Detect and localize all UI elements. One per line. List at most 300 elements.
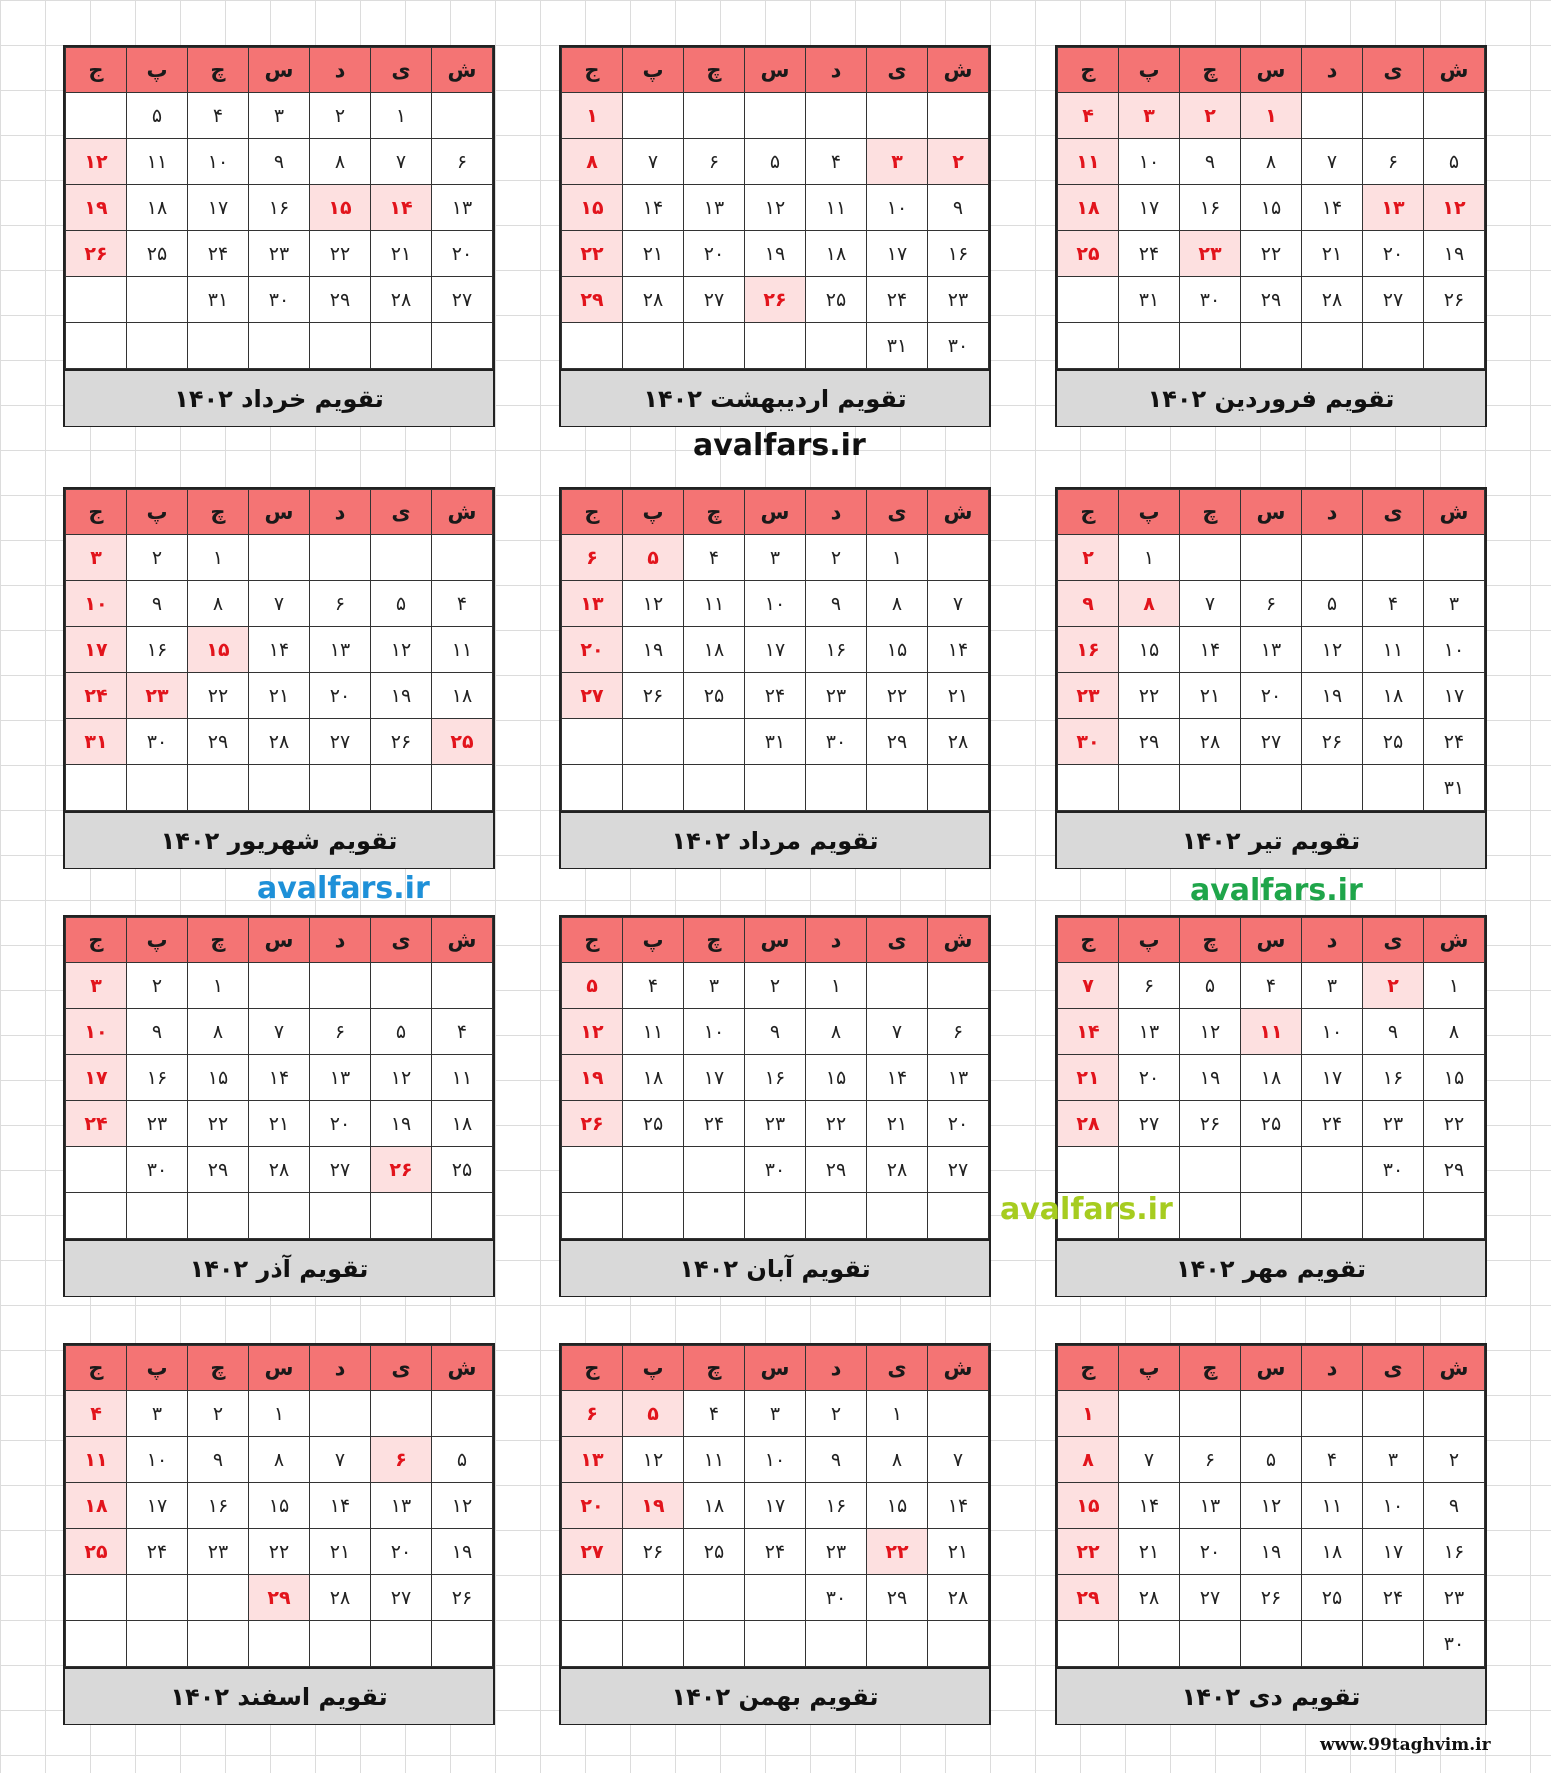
- day-cell: ۶: [371, 1437, 432, 1483]
- month-title: تقویم فروردین ۱۴۰۲: [1057, 369, 1485, 426]
- day-cell: [1180, 1147, 1241, 1193]
- day-cell: ۱۲: [1424, 185, 1485, 231]
- week-row: [66, 1437, 493, 1483]
- weekday-label: چ: [684, 48, 745, 93]
- day-cell: ۳: [1424, 581, 1485, 627]
- day-cell: ۲۵: [806, 277, 867, 323]
- day-cell: ۱۷: [1424, 673, 1485, 719]
- weekday-label: ج: [66, 1346, 127, 1391]
- week-row: [562, 963, 989, 1009]
- day-cell: ۱۲: [745, 185, 806, 231]
- day-cell: ۳: [745, 1391, 806, 1437]
- day-cell: ۲۶: [1180, 1101, 1241, 1147]
- day-cell: ۲۷: [1363, 277, 1424, 323]
- day-cell: ۴: [66, 1391, 127, 1437]
- day-cell: ۱۸: [66, 1483, 127, 1529]
- day-cell: [1241, 535, 1302, 581]
- weekday-label: د: [310, 918, 371, 963]
- month-title: تقویم دی ۱۴۰۲: [1057, 1667, 1485, 1724]
- weekday-label: پ: [1119, 48, 1180, 93]
- weekday-label: س: [1241, 918, 1302, 963]
- day-cell: [1302, 1193, 1363, 1239]
- weekday-label: پ: [127, 1346, 188, 1391]
- day-cell: ۲۰: [684, 231, 745, 277]
- weekday-label: چ: [1180, 490, 1241, 535]
- day-cell: ۲۰: [1180, 1529, 1241, 1575]
- day-cell: [188, 765, 249, 811]
- day-cell: ۱۴: [249, 1055, 310, 1101]
- weekday-label: ی: [867, 1346, 928, 1391]
- day-cell: ۲۸: [867, 1147, 928, 1193]
- week-row: [562, 1575, 989, 1621]
- day-cell: ۲۳: [1363, 1101, 1424, 1147]
- weekday-header-row: [562, 490, 989, 535]
- day-cell: [1363, 323, 1424, 369]
- day-cell: ۱۶: [1424, 1529, 1485, 1575]
- day-cell: ۱۸: [1241, 1055, 1302, 1101]
- day-cell: ۴: [806, 139, 867, 185]
- day-cell: ۱۷: [66, 1055, 127, 1101]
- day-cell: ۱۶: [249, 185, 310, 231]
- day-cell: ۱: [1424, 963, 1485, 1009]
- day-cell: [432, 1193, 493, 1239]
- day-cell: ۵: [623, 1391, 684, 1437]
- day-cell: ۲۰: [432, 231, 493, 277]
- day-cell: ۷: [1119, 1437, 1180, 1483]
- day-cell: ۱۵: [562, 185, 623, 231]
- day-cell: [66, 93, 127, 139]
- day-cell: ۱۰: [1119, 139, 1180, 185]
- day-cell: [127, 277, 188, 323]
- day-cell: [684, 323, 745, 369]
- day-cell: ۱۸: [432, 1101, 493, 1147]
- day-cell: ۲۱: [310, 1529, 371, 1575]
- weekday-label: د: [310, 48, 371, 93]
- weekday-label: چ: [188, 1346, 249, 1391]
- day-cell: [1119, 1147, 1180, 1193]
- week-row: [1058, 535, 1485, 581]
- week-row: [562, 1055, 989, 1101]
- day-cell: ۲۶: [66, 231, 127, 277]
- day-cell: [623, 765, 684, 811]
- weekday-label: ش: [432, 1346, 493, 1391]
- month-table: [561, 1345, 989, 1667]
- day-cell: [1180, 765, 1241, 811]
- day-cell: [806, 93, 867, 139]
- day-cell: ۱۳: [371, 1483, 432, 1529]
- day-cell: [127, 1621, 188, 1667]
- weekday-label: د: [1302, 918, 1363, 963]
- day-cell: ۲۴: [66, 673, 127, 719]
- site-url: www.99taghvim.ir: [1320, 1735, 1491, 1755]
- week-row: [562, 1101, 989, 1147]
- day-cell: [623, 93, 684, 139]
- day-cell: [371, 535, 432, 581]
- day-cell: ۲۶: [432, 1575, 493, 1621]
- day-cell: ۲۸: [1180, 719, 1241, 765]
- day-cell: ۱۶: [806, 1483, 867, 1529]
- month-table: [65, 489, 493, 811]
- day-cell: ۱۸: [1302, 1529, 1363, 1575]
- week-row: [1058, 1055, 1485, 1101]
- day-cell: [1241, 1391, 1302, 1437]
- month-calendar: [559, 915, 991, 1297]
- day-cell: [127, 1193, 188, 1239]
- day-cell: ۳۱: [188, 277, 249, 323]
- weekday-label: د: [806, 490, 867, 535]
- day-cell: ۱۰: [1424, 627, 1485, 673]
- day-cell: ۶: [1180, 1437, 1241, 1483]
- day-cell: ۶: [1119, 963, 1180, 1009]
- weekday-label: پ: [623, 490, 684, 535]
- day-cell: ۲۸: [249, 1147, 310, 1193]
- day-cell: ۱۵: [867, 1483, 928, 1529]
- day-cell: [1424, 323, 1485, 369]
- day-cell: ۱۴: [623, 185, 684, 231]
- week-row: [562, 1437, 989, 1483]
- day-cell: ۸: [1424, 1009, 1485, 1055]
- day-cell: ۲۱: [1119, 1529, 1180, 1575]
- watermark-right: avalfars.ir: [1190, 873, 1363, 908]
- weekday-label: ج: [1058, 490, 1119, 535]
- day-cell: [66, 1575, 127, 1621]
- day-cell: ۲۶: [1424, 277, 1485, 323]
- day-cell: [1119, 1391, 1180, 1437]
- day-cell: ۱۷: [867, 231, 928, 277]
- day-cell: ۱۱: [66, 1437, 127, 1483]
- day-cell: [1241, 323, 1302, 369]
- day-cell: ۵: [745, 139, 806, 185]
- month-calendar: [559, 1343, 991, 1725]
- day-cell: ۲۴: [745, 673, 806, 719]
- day-cell: ۲۹: [188, 719, 249, 765]
- day-cell: [806, 1193, 867, 1239]
- weekday-label: د: [806, 918, 867, 963]
- weekday-label: پ: [1119, 1346, 1180, 1391]
- day-cell: ۲۹: [1119, 719, 1180, 765]
- day-cell: [1424, 93, 1485, 139]
- day-cell: ۵: [1302, 581, 1363, 627]
- day-cell: ۱۷: [745, 1483, 806, 1529]
- week-row: [1058, 1437, 1485, 1483]
- week-row: [66, 1009, 493, 1055]
- weekday-label: س: [745, 490, 806, 535]
- day-cell: ۳: [1119, 93, 1180, 139]
- day-cell: ۲۵: [684, 673, 745, 719]
- week-row: [66, 139, 493, 185]
- week-row: [562, 231, 989, 277]
- day-cell: ۳۰: [745, 1147, 806, 1193]
- week-row: [1058, 185, 1485, 231]
- day-cell: ۳: [127, 1391, 188, 1437]
- day-cell: [684, 719, 745, 765]
- day-cell: ۶: [1363, 139, 1424, 185]
- day-cell: ۲۷: [371, 1575, 432, 1621]
- day-cell: ۱۶: [1058, 627, 1119, 673]
- day-cell: ۱۱: [1302, 1483, 1363, 1529]
- week-row: [66, 1147, 493, 1193]
- day-cell: ۲۲: [867, 1529, 928, 1575]
- day-cell: ۱۶: [188, 1483, 249, 1529]
- day-cell: ۲۶: [623, 673, 684, 719]
- day-cell: ۹: [1424, 1483, 1485, 1529]
- weekday-label: پ: [127, 490, 188, 535]
- weekday-label: ش: [432, 918, 493, 963]
- weekday-label: چ: [188, 918, 249, 963]
- day-cell: [1180, 323, 1241, 369]
- day-cell: [127, 323, 188, 369]
- day-cell: ۱۲: [1302, 627, 1363, 673]
- weekday-label: ی: [371, 918, 432, 963]
- day-cell: ۲۵: [432, 1147, 493, 1193]
- weekday-label: ی: [1363, 48, 1424, 93]
- day-cell: ۲۵: [623, 1101, 684, 1147]
- day-cell: ۱۳: [432, 185, 493, 231]
- day-cell: ۳۰: [1180, 277, 1241, 323]
- day-cell: [928, 1621, 989, 1667]
- day-cell: ۲: [928, 139, 989, 185]
- day-cell: ۱۶: [1363, 1055, 1424, 1101]
- day-cell: [1302, 1147, 1363, 1193]
- weekday-label: د: [1302, 48, 1363, 93]
- day-cell: [432, 1391, 493, 1437]
- day-cell: ۱۰: [745, 581, 806, 627]
- day-cell: ۱۳: [310, 627, 371, 673]
- day-cell: ۱۸: [432, 673, 493, 719]
- weekday-label: ی: [1363, 1346, 1424, 1391]
- day-cell: ۲۲: [1058, 1529, 1119, 1575]
- month-table: [65, 47, 493, 369]
- day-cell: ۲۷: [432, 277, 493, 323]
- day-cell: ۲۵: [1058, 231, 1119, 277]
- watermark-mid: avalfars.ir: [1000, 1192, 1173, 1227]
- day-cell: ۲۹: [806, 1147, 867, 1193]
- day-cell: ۹: [928, 185, 989, 231]
- day-cell: [66, 1621, 127, 1667]
- day-cell: ۲۹: [1424, 1147, 1485, 1193]
- month-title: تقویم مرداد ۱۴۰۲: [561, 811, 989, 868]
- day-cell: [249, 765, 310, 811]
- week-row: [1058, 673, 1485, 719]
- day-cell: ۲۶: [371, 1147, 432, 1193]
- day-cell: [928, 765, 989, 811]
- week-row: [66, 963, 493, 1009]
- day-cell: [1424, 1193, 1485, 1239]
- day-cell: ۱۶: [928, 231, 989, 277]
- day-cell: [1180, 1621, 1241, 1667]
- day-cell: ۲۳: [127, 673, 188, 719]
- day-cell: ۱۱: [684, 581, 745, 627]
- day-cell: ۳۱: [745, 719, 806, 765]
- day-cell: ۱۹: [371, 1101, 432, 1147]
- day-cell: [684, 1575, 745, 1621]
- day-cell: ۱۵: [188, 627, 249, 673]
- day-cell: ۱۷: [127, 1483, 188, 1529]
- day-cell: ۱۷: [1302, 1055, 1363, 1101]
- weekday-label: ج: [66, 490, 127, 535]
- day-cell: ۱۳: [1241, 627, 1302, 673]
- day-cell: ۲۴: [745, 1529, 806, 1575]
- week-row: [66, 581, 493, 627]
- weekday-label: پ: [127, 48, 188, 93]
- day-cell: [1058, 1147, 1119, 1193]
- week-row: [1058, 277, 1485, 323]
- day-cell: [1180, 535, 1241, 581]
- day-cell: ۷: [867, 1009, 928, 1055]
- day-cell: [249, 963, 310, 1009]
- day-cell: ۲۸: [310, 1575, 371, 1621]
- day-cell: [1302, 1391, 1363, 1437]
- weekday-label: ش: [928, 1346, 989, 1391]
- day-cell: [310, 1193, 371, 1239]
- day-cell: ۲۲: [310, 231, 371, 277]
- day-cell: ۵: [371, 1009, 432, 1055]
- day-cell: ۱۵: [310, 185, 371, 231]
- weekday-header-row: [562, 1346, 989, 1391]
- weekday-header-row: [66, 48, 493, 93]
- day-cell: ۴: [1363, 581, 1424, 627]
- day-cell: ۴: [188, 93, 249, 139]
- week-row: [1058, 323, 1485, 369]
- day-cell: ۲۱: [249, 1101, 310, 1147]
- day-cell: ۲: [310, 93, 371, 139]
- month-calendar: [1055, 487, 1487, 869]
- day-cell: ۲۰: [371, 1529, 432, 1575]
- month-table: [1057, 489, 1485, 811]
- week-row: [562, 1147, 989, 1193]
- day-cell: ۱۴: [928, 1483, 989, 1529]
- week-row: [66, 1101, 493, 1147]
- month-title: تقویم شهریور ۱۴۰۲: [65, 811, 493, 868]
- day-cell: [806, 323, 867, 369]
- day-cell: ۷: [249, 1009, 310, 1055]
- day-cell: ۹: [1363, 1009, 1424, 1055]
- day-cell: ۲۹: [310, 277, 371, 323]
- weekday-label: س: [745, 1346, 806, 1391]
- weekday-label: چ: [684, 1346, 745, 1391]
- day-cell: ۳: [1302, 963, 1363, 1009]
- day-cell: ۱۹: [562, 1055, 623, 1101]
- day-cell: ۲۹: [1058, 1575, 1119, 1621]
- day-cell: ۴: [1241, 963, 1302, 1009]
- weekday-header-row: [1058, 48, 1485, 93]
- day-cell: ۲۸: [928, 1575, 989, 1621]
- weekday-label: ش: [1424, 490, 1485, 535]
- week-row: [1058, 1147, 1485, 1193]
- month-calendar: [1055, 1343, 1487, 1725]
- weekday-label: د: [1302, 1346, 1363, 1391]
- day-cell: [310, 535, 371, 581]
- day-cell: [432, 765, 493, 811]
- weekday-label: س: [249, 490, 310, 535]
- weekday-label: ج: [66, 48, 127, 93]
- day-cell: ۱۴: [1180, 627, 1241, 673]
- day-cell: ۱۰: [745, 1437, 806, 1483]
- day-cell: ۱: [249, 1391, 310, 1437]
- day-cell: ۱۸: [623, 1055, 684, 1101]
- day-cell: ۱۱: [623, 1009, 684, 1055]
- day-cell: ۱۲: [623, 581, 684, 627]
- day-cell: ۲۲: [867, 673, 928, 719]
- week-row: [562, 1391, 989, 1437]
- weekday-header-row: [66, 1346, 493, 1391]
- day-cell: ۲۴: [188, 231, 249, 277]
- day-cell: ۱: [562, 93, 623, 139]
- weekday-label: د: [310, 490, 371, 535]
- month-table: [561, 489, 989, 811]
- week-row: [562, 719, 989, 765]
- week-row: [66, 1621, 493, 1667]
- week-row: [66, 1575, 493, 1621]
- day-cell: [1363, 1621, 1424, 1667]
- day-cell: ۱۲: [623, 1437, 684, 1483]
- week-row: [66, 1529, 493, 1575]
- day-cell: ۱۵: [806, 1055, 867, 1101]
- day-cell: ۲۲: [249, 1529, 310, 1575]
- month-table: [561, 917, 989, 1239]
- weekday-header-row: [66, 490, 493, 535]
- day-cell: ۱۴: [928, 627, 989, 673]
- day-cell: [1363, 1391, 1424, 1437]
- weekday-label: چ: [188, 48, 249, 93]
- day-cell: ۲۱: [623, 231, 684, 277]
- week-row: [1058, 1575, 1485, 1621]
- day-cell: ۱۱: [1363, 627, 1424, 673]
- week-row: [1058, 963, 1485, 1009]
- day-cell: [745, 1575, 806, 1621]
- day-cell: ۳۰: [1058, 719, 1119, 765]
- day-cell: ۴: [684, 535, 745, 581]
- weekday-label: پ: [1119, 490, 1180, 535]
- day-cell: ۲: [1424, 1437, 1485, 1483]
- month-title: تقویم آبان ۱۴۰۲: [561, 1239, 989, 1296]
- day-cell: ۱: [188, 535, 249, 581]
- day-cell: ۱۹: [371, 673, 432, 719]
- day-cell: ۱۱: [432, 627, 493, 673]
- weekday-header-row: [562, 918, 989, 963]
- day-cell: ۱۸: [684, 1483, 745, 1529]
- day-cell: ۱۸: [127, 185, 188, 231]
- day-cell: ۲۱: [1302, 231, 1363, 277]
- day-cell: ۳: [684, 963, 745, 1009]
- day-cell: ۲۱: [928, 1529, 989, 1575]
- day-cell: [1119, 765, 1180, 811]
- day-cell: ۱۵: [1058, 1483, 1119, 1529]
- day-cell: [928, 93, 989, 139]
- week-row: [562, 627, 989, 673]
- day-cell: ۴: [432, 1009, 493, 1055]
- day-cell: ۱۹: [745, 231, 806, 277]
- day-cell: [1180, 1391, 1241, 1437]
- day-cell: ۲۰: [562, 1483, 623, 1529]
- day-cell: ۶: [310, 1009, 371, 1055]
- day-cell: ۲۱: [1180, 673, 1241, 719]
- day-cell: ۶: [684, 139, 745, 185]
- day-cell: ۲۰: [310, 1101, 371, 1147]
- day-cell: ۱۳: [1119, 1009, 1180, 1055]
- day-cell: ۸: [867, 1437, 928, 1483]
- day-cell: ۲: [745, 963, 806, 1009]
- day-cell: [310, 1621, 371, 1667]
- day-cell: [249, 1193, 310, 1239]
- day-cell: ۱۵: [249, 1483, 310, 1529]
- week-row: [66, 93, 493, 139]
- day-cell: ۲۳: [1424, 1575, 1485, 1621]
- day-cell: ۲۲: [1241, 231, 1302, 277]
- day-cell: ۳: [66, 963, 127, 1009]
- day-cell: ۹: [127, 1009, 188, 1055]
- week-row: [562, 1621, 989, 1667]
